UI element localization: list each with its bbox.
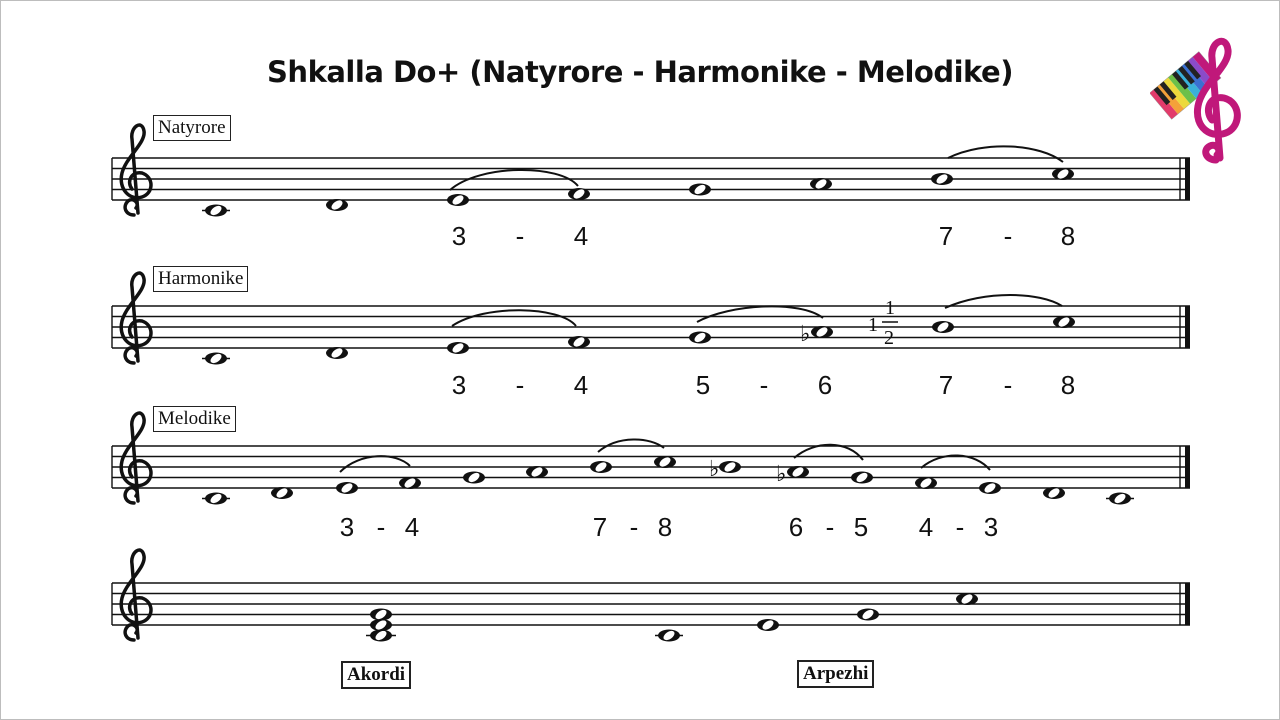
note	[463, 471, 485, 484]
note	[205, 352, 227, 365]
note	[689, 331, 711, 344]
note	[336, 481, 358, 494]
interval-num: 7	[938, 370, 954, 400]
label-arpezhi: Arpezhi	[797, 660, 874, 688]
note	[1109, 492, 1131, 505]
note	[979, 481, 1001, 494]
note	[757, 618, 779, 631]
interval-dash: -	[376, 512, 386, 542]
staff-harmonike	[112, 273, 1190, 400]
slur	[450, 170, 578, 190]
interval-num: 7	[592, 512, 608, 542]
interval-num: 3	[451, 221, 467, 251]
interval-dash: -	[629, 512, 639, 542]
interval-num: 6	[788, 512, 804, 542]
note	[931, 172, 953, 185]
interval-dash: -	[759, 370, 769, 400]
interval-num: 4	[573, 221, 589, 251]
slur	[921, 455, 990, 470]
interval-num: 5	[695, 370, 711, 400]
interval-num: 7	[938, 221, 954, 251]
interval-dash: -	[825, 512, 835, 542]
note	[205, 492, 227, 505]
chord	[366, 608, 396, 642]
interval-dash: -	[515, 370, 525, 400]
slur	[697, 306, 823, 322]
label-melodike: Melodike	[153, 406, 236, 432]
flat-icon: ♭	[709, 457, 720, 482]
note	[205, 204, 227, 217]
logo-treble-clef-icon	[1150, 28, 1250, 173]
note	[857, 608, 879, 621]
label-natyrore: Natyrore	[153, 115, 231, 141]
flat-icon: ♭	[800, 322, 811, 347]
interval-num: 4	[573, 370, 589, 400]
note	[689, 183, 711, 196]
interval-dash: -	[1003, 370, 1013, 400]
page-title: Shkalla Do+ (Natyrore - Harmonike - Melodike)	[267, 55, 1013, 89]
interval-num: 3	[983, 512, 999, 542]
slur	[948, 146, 1063, 162]
interval-num: 4	[918, 512, 934, 542]
treble-clef-icon	[121, 273, 151, 363]
treble-clef-icon	[121, 550, 151, 640]
interval-num: 6	[817, 370, 833, 400]
step-numerator: 1	[885, 297, 895, 319]
interval-num: 3	[451, 370, 467, 400]
staff-akordi-arpezhi	[112, 550, 1190, 642]
staff-natyrore	[112, 125, 1190, 251]
interval-num: 8	[657, 512, 673, 542]
note	[719, 460, 741, 473]
interval-dash: -	[955, 512, 965, 542]
interval-dash: -	[515, 221, 525, 251]
step-whole: 1	[868, 314, 878, 336]
note	[447, 341, 469, 354]
note	[932, 320, 954, 333]
slur	[340, 456, 410, 472]
note	[447, 193, 469, 206]
interval-num: 4	[404, 512, 420, 542]
slur	[794, 445, 863, 460]
interval-num: 3	[339, 512, 355, 542]
treble-clef-icon	[121, 413, 151, 503]
slur	[452, 310, 576, 326]
interval-dash: -	[1003, 221, 1013, 251]
interval-num: 5	[853, 512, 869, 542]
flat-icon: ♭	[776, 462, 787, 487]
label-akordi: Akordi	[341, 661, 411, 689]
note	[851, 471, 873, 484]
step-denominator: 2	[884, 327, 894, 349]
note	[658, 629, 680, 642]
staff-melodike	[112, 413, 1190, 542]
treble-clef-icon	[121, 125, 151, 215]
interval-num: 8	[1060, 370, 1076, 400]
note	[590, 460, 612, 473]
label-harmonike: Harmonike	[153, 266, 248, 292]
interval-num: 8	[1060, 221, 1076, 251]
